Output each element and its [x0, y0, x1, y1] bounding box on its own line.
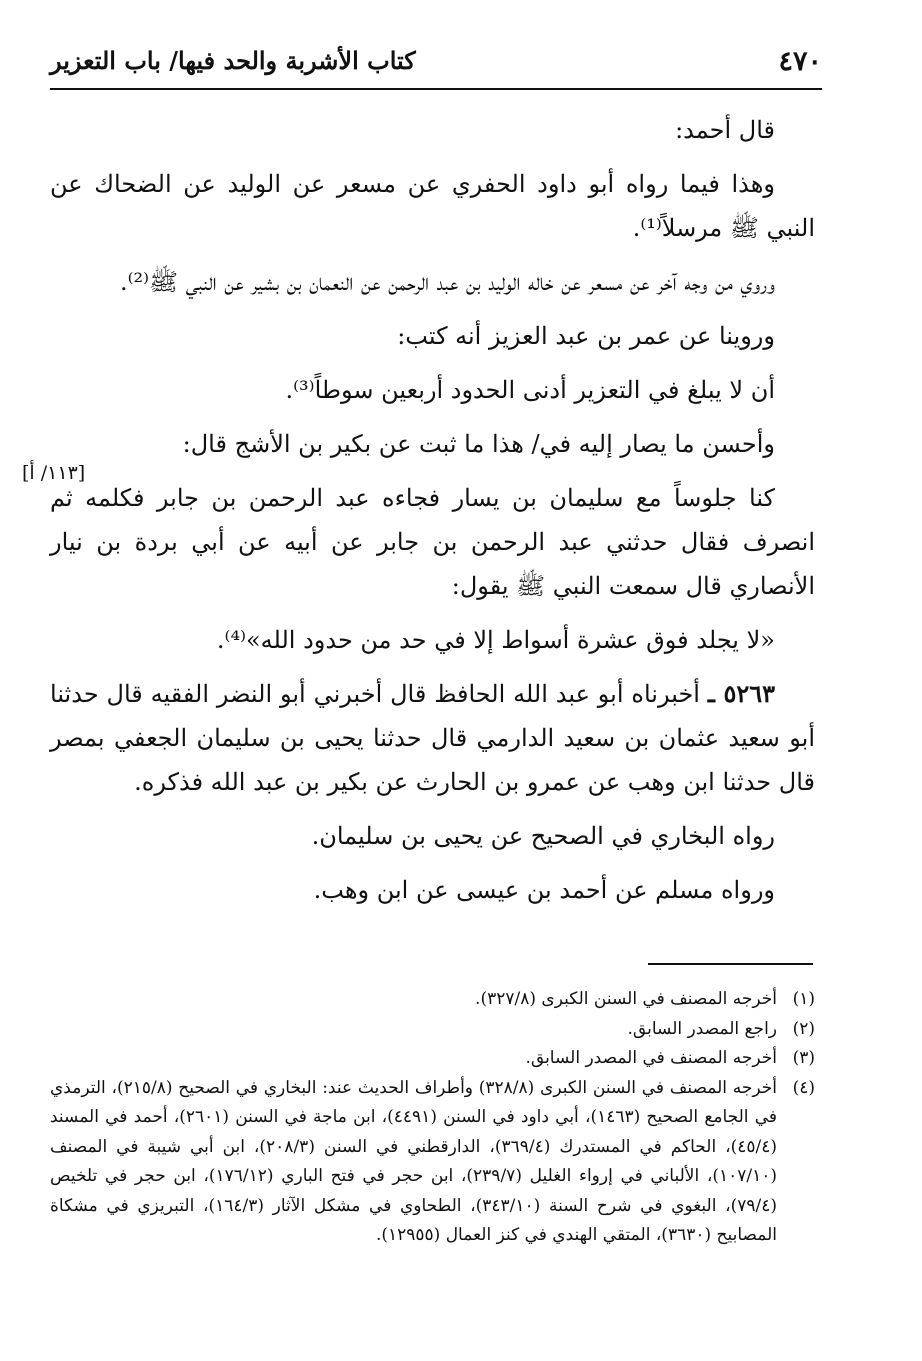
manuscript-folio-marker: [١١٣/ أ] [22, 462, 86, 484]
paragraph: قال أحمد: [675, 116, 775, 144]
paragraph: ورواه مسلم عن أحمد بن عيسى عن ابن وهب. [313, 876, 775, 904]
paragraph: «لا يجلد فوق عشرة أسواط إلا في حد من حدود الله»⁽⁴⁾. [216, 626, 775, 654]
hadith-text: أخبرناه أبو عبد الله الحافظ قال أخبرني أبو النضر الفقيه قال حدثنا أبو سعيد عثمان بن سعيد الدارمي قال حدثنا يحيى بن سليمان الجعفي بمصر قال حدثنا ابن وهب عن عمرو بن الحارث عن بكير بن عبد الله فذكره. [50, 680, 815, 796]
page-header [50, 42, 822, 90]
footnote-text: أخرجه المصنف في السنن الكبرى (٣٢٨/٨) وأطراف الحديث عند: البخاري في الصحيح (٢١٥/٨)، الترمذي في الجامع الصحيح (١٤٦٣)، أبي داود في السنن (٤٤٩١)، ابن ماجة في السنن (٢٦٠١)، أحمد في المسند (٤٥/٤)، الحاكم في المستدرك (٣٦٩/٤)، الدارقطني في السنن (٢٠٨/٣)، ابن أبي شيبة في المصنف (١٠٧/١٠)، الألباني في إرواء الغليل (٢٣٩/٧)، ابن حجر في فتح الباري (١٧٦/١٢)، ابن حجر في تلخيص (٧٩/٤)، البغوي في شرح السنة (٣٤٣/١٠)، الطحاوي في مشكل الآثار (١٦٤/٣)، التبريزي في مشكاة المصابيح (٣٦٣٠)، المتقي الهندي في كنز العمال (١٢٩٥٥). [50, 1077, 778, 1245]
page-number: ٤٧٠ [778, 46, 822, 77]
main-text [50, 108, 815, 922]
paragraph: رواه البخاري في الصحيح عن يحيى بن سليمان. [311, 822, 775, 850]
paragraph: وروي من وجه آخر عن مسعر عن خاله الوليد بن عبد الرحمن عن النعمان بن بشير عن النبي ﷺ⁽²⁾. [119, 268, 775, 296]
footnote-text: راجع المصدر السابق. [627, 1018, 777, 1039]
hadith-paragraph [50, 672, 815, 804]
footnote [50, 1044, 815, 1074]
paragraph: وروينا عن عمر بن عبد العزيز أنه كتب: [397, 322, 775, 350]
footnote-number: (١) [792, 989, 815, 1009]
footnote-number: (٣) [792, 1048, 815, 1068]
paragraph: كنا جلوساً مع سليمان بن يسار فجاءه عبد الرحمن بن جابر فكلمه ثم انصرف فقال حدثني عبد الرحمن بن جابر عن أبيه عن أبي بردة بن نيار الأنصاري قال سمعت النبي ﷺ يقول: [50, 484, 815, 600]
footnote-number: (٢) [792, 1018, 815, 1039]
footnote [50, 1015, 815, 1045]
running-title: كتاب الأشربة والحد فيها/ باب التعزير [50, 46, 416, 75]
footnotes [50, 985, 815, 1251]
hadith-number: ٥٢٦٣ ـ [707, 679, 776, 708]
footnote-divider [648, 963, 813, 965]
paragraph: أن لا يبلغ في التعزير أدنى الحدود أربعين سوطاً⁽³⁾. [285, 376, 775, 404]
footnote [50, 985, 815, 1015]
footnote-text: أخرجه المصنف في السنن الكبرى (٣٢٧/٨). [475, 989, 777, 1009]
footnote-text: أخرجه المصنف في المصدر السابق. [525, 1048, 777, 1068]
paragraph: وهذا فيما رواه أبو داود الحفري عن مسعر عن الوليد عن الضحاك عن النبي ﷺ مرسلاً⁽¹⁾. [50, 170, 815, 242]
footnote [50, 1074, 815, 1251]
paragraph: وأحسن ما يصار إليه في/ هذا ما ثبت عن بكير بن الأشج قال: [182, 430, 775, 458]
footnote-number: (٤) [792, 1077, 815, 1098]
